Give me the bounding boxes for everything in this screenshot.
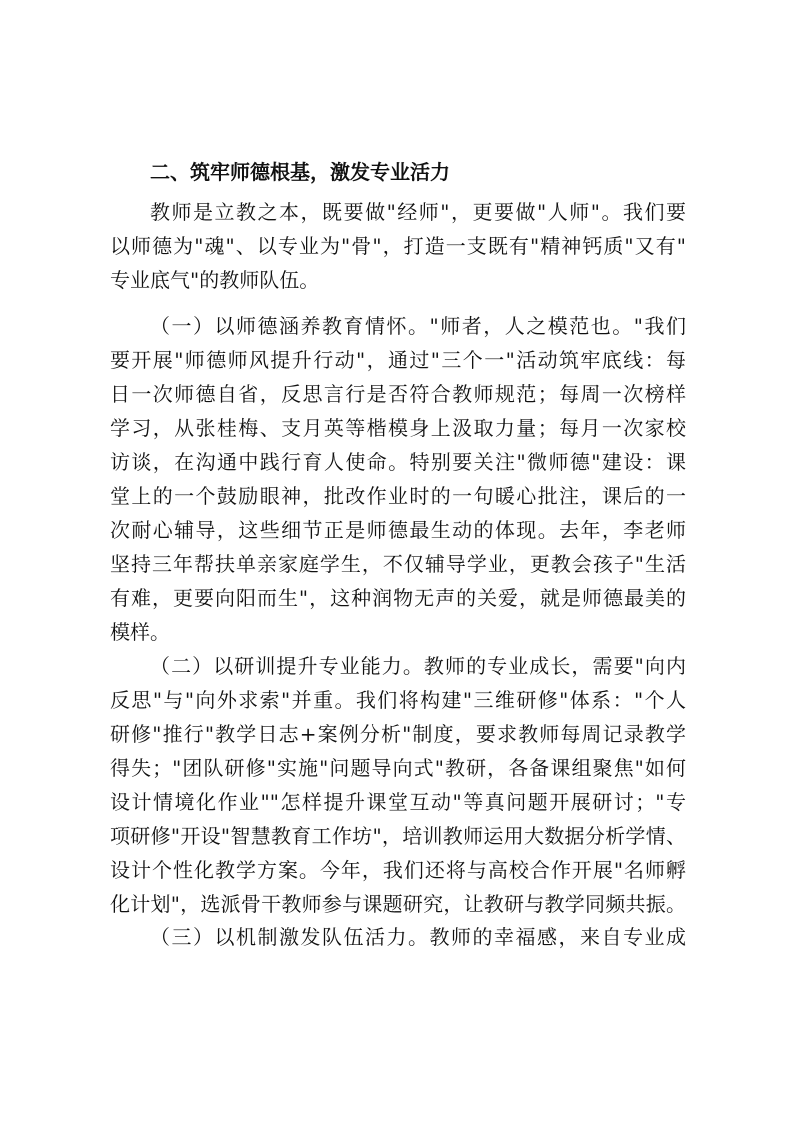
text-line: （三）以机制激发队伍活力。教师的幸福感，来自专业成 <box>150 925 686 949</box>
text-line: （二）以研训提升专业能力。教师的专业成长，需要"向内 <box>150 654 686 678</box>
text-line: 教师是立教之本，既要做"经师"，更要做"人师"。我们要 <box>150 200 686 224</box>
text-line: （一）以师德涵养教育情怀。"师者，人之模范也。"我们 <box>150 314 686 338</box>
text-line: 反思"与"向外求索"并重。我们将构建"三维研修"体系："个人 <box>110 688 686 712</box>
text-line: 研修"推行"教学日志+案例分析"制度，要求教师每周记录教学 <box>110 722 686 746</box>
text-line: 日一次师德自省，反思言行是否符合教师规范；每周一次榜样 <box>110 382 686 406</box>
text-line: 坚持三年帮扶单亲家庭学生，不仅辅导学业，更教会孩子"生活 <box>110 552 686 576</box>
text-line: 设计情境化作业""怎样提升课堂互动"等真问题开展研讨；"专 <box>110 790 686 814</box>
text-line: 次耐心辅导，这些细节正是师德最生动的体现。去年，李老师 <box>110 518 686 542</box>
text-line: 访谈，在沟通中践行育人使命。特别要关注"微师德"建设：课 <box>110 450 686 474</box>
text-line: 模样。 <box>110 620 170 644</box>
text-line: 专业底气"的教师队伍。 <box>110 268 320 292</box>
section-heading: 二、筑牢师德根基，激发专业活力 <box>150 160 450 184</box>
text-line: 有难，更要向阳而生"，这种润物无声的关爱，就是师德最美的 <box>110 586 686 610</box>
text-line: 堂上的一个鼓励眼神，批改作业时的一句暖心批注，课后的一 <box>110 484 686 508</box>
text-line: 学习，从张桂梅、支月英等楷模身上汲取力量；每月一次家校 <box>110 416 686 440</box>
text-line: 化计划"，选派骨干教师参与课题研究，让教研与教学同频共振。 <box>110 892 686 916</box>
text-line: 以师德为"魂"、以专业为"骨"，打造一支既有"精神钙质"又有" <box>110 234 686 258</box>
text-line: 得失；"团队研修"实施"问题导向式"教研，各备课组聚焦"如何 <box>110 756 686 780</box>
text-line: 项研修"开设"智慧教育工作坊"，培训教师运用大数据分析学情、 <box>110 824 686 848</box>
text-line: 要开展"师德师风提升行动"，通过"三个一"活动筑牢底线：每 <box>110 348 686 372</box>
text-line: 设计个性化教学方案。今年，我们还将与高校合作开展"名师孵 <box>110 858 686 882</box>
